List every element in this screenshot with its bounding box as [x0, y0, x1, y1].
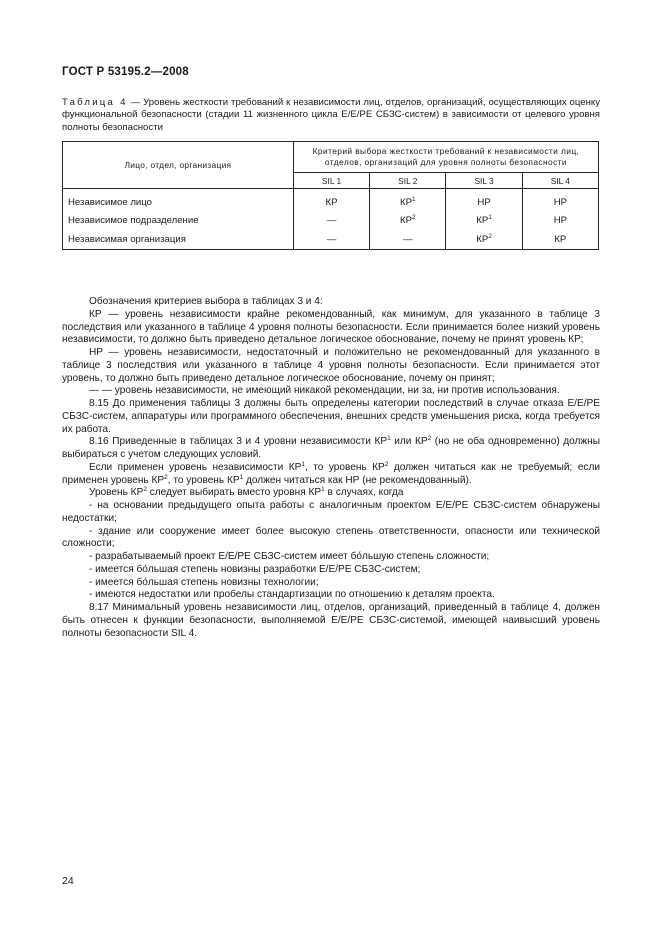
body-text — [62, 296, 600, 640]
sil-header: SIL 2 — [370, 173, 446, 189]
table-caption — [62, 97, 600, 134]
table-cell: — — [370, 229, 446, 250]
table-cell: $КР^2$ — [446, 229, 522, 250]
table-cell: НР — [522, 193, 598, 211]
independence-table — [62, 141, 599, 250]
table-cell: КР — [293, 193, 369, 211]
paragraph: — — уровень независимости, не имеющий никакой рекомендации, ни за, ни против использования. — [89, 385, 560, 397]
table-cell: $КР^1$ — [370, 193, 446, 211]
table-caption-lead: Таблица 4 — [62, 97, 128, 108]
sil-header: SIL 3 — [446, 173, 522, 189]
paragraph: КР — уровень независимости крайне рекомендованный, как минимум, для указанного в таблице 3 последствия или указанного в таблице 4 уровня полноты безопасности. Если принимается более низкий уровень независимости, то должно быть приведено детальное логическое обоснование, почему не принят уровень КР; — [62, 308, 600, 346]
row-label: Независимое лицо — [63, 193, 294, 211]
table-cell: $КР^2$ — [370, 211, 446, 229]
table-row — [63, 229, 599, 250]
row-label: Независимое подразделение — [63, 211, 294, 229]
list-item: - имеется бо́льшая степень новизны технологии; — [89, 576, 319, 588]
table-cell: — — [293, 211, 369, 229]
row-label: Независимая организация — [63, 229, 294, 250]
table-cell: — — [293, 229, 369, 250]
list-item: - разрабатываемый проект E/E/PE СБЗС-систем имеет бо́льшую степень сложности; — [89, 551, 490, 562]
list-item: - имеется бо́льшая степень новизны разработки E/E/PE СБЗС-систем; — [89, 563, 421, 575]
paragraph: 8.16 Приведенные в таблицах 3 и 4 уровни независимости $КР^1$ или $КР^2$ (но не оба одновременно) должны выбираться с учетом следующих условий. — [62, 435, 600, 460]
page-number: 24 — [62, 875, 74, 887]
paragraph: 8.17 Минимальный уровень независимости лиц, отделов, организаций, приведенный в таблице 4, должен быть отнесен к функции безопасности, выполняемой E/E/PE СБЗС-системой, имеющей наивысший уровень полноты безопасности SIL 4. — [62, 602, 600, 639]
table-cell: $КР^1$ — [446, 211, 522, 229]
table-row — [63, 193, 599, 211]
sil-header: SIL 4 — [522, 173, 598, 189]
document-header: ГОСТ Р 53195.2—2008 — [62, 66, 189, 78]
paragraph: НР — уровень независимости, недостаточный и положительно не рекомендованный для указанного в таблице 3 последствия или указанного в таблице 4 уровня полноты безопасности. Если принимается этот уровень, то должно быть приведено детальное логическое обоснование, почему он принят; — [62, 347, 600, 384]
paragraph: 8.15 До применения таблицы 3 должны быть определены категории последствий в случае отказа E/E/PE СБЗС-систем, аппаратуры или программного обеспечения, внешних средств уменьшения риска, когда требуется их работа. — [62, 398, 600, 435]
table-caption-text: — Уровень жесткости требований к независимости лиц, отделов, организаций, осуществляющих оценку функциональной безопасности (стадии 11 жизненного цикла E/E/PE СБЗС-систем) в зависимости от целевого уровня полноты безопасности — [62, 97, 601, 133]
list-item: - здание или сооружение имеет более высокую степень ответственности, опасности или технической сложности; — [62, 525, 600, 550]
table-row — [63, 211, 599, 229]
table-criteria-header: Критерий выбора жесткости требований к независимости лиц, отделов, организаций для уровня полноты безопасности — [293, 142, 598, 173]
list-item: - на основании предыдущего опыта работы с аналогичным проектом E/E/PE СБЗС-систем обнаружены недостатки; — [62, 500, 600, 524]
table-corner-header: Лицо, отдел, организация — [63, 142, 294, 189]
paragraph: Если применен уровень независимости $КР^1$, то уровень $КР^2$ должен читаться как не требуемый; если применен уровень $КР^2$, то уровень $КР^1$ должен читаться как НР (не рекомендованный). — [62, 460, 601, 486]
table-cell: НР — [522, 211, 598, 229]
table-cell: КР — [522, 229, 598, 250]
paragraph: Уровень $КР^2$ следует выбирать вместо уровня $КР^1$ в случаях, когда — [89, 486, 404, 499]
paragraph: Обозначения критериев выбора в таблицах 3 и 4: — [89, 296, 323, 307]
table-cell: НР — [446, 193, 522, 211]
list-item: - имеются недостатки или пробелы стандартизации по отношению к деталям проекта. — [89, 589, 495, 601]
sil-header: SIL 1 — [293, 173, 369, 189]
